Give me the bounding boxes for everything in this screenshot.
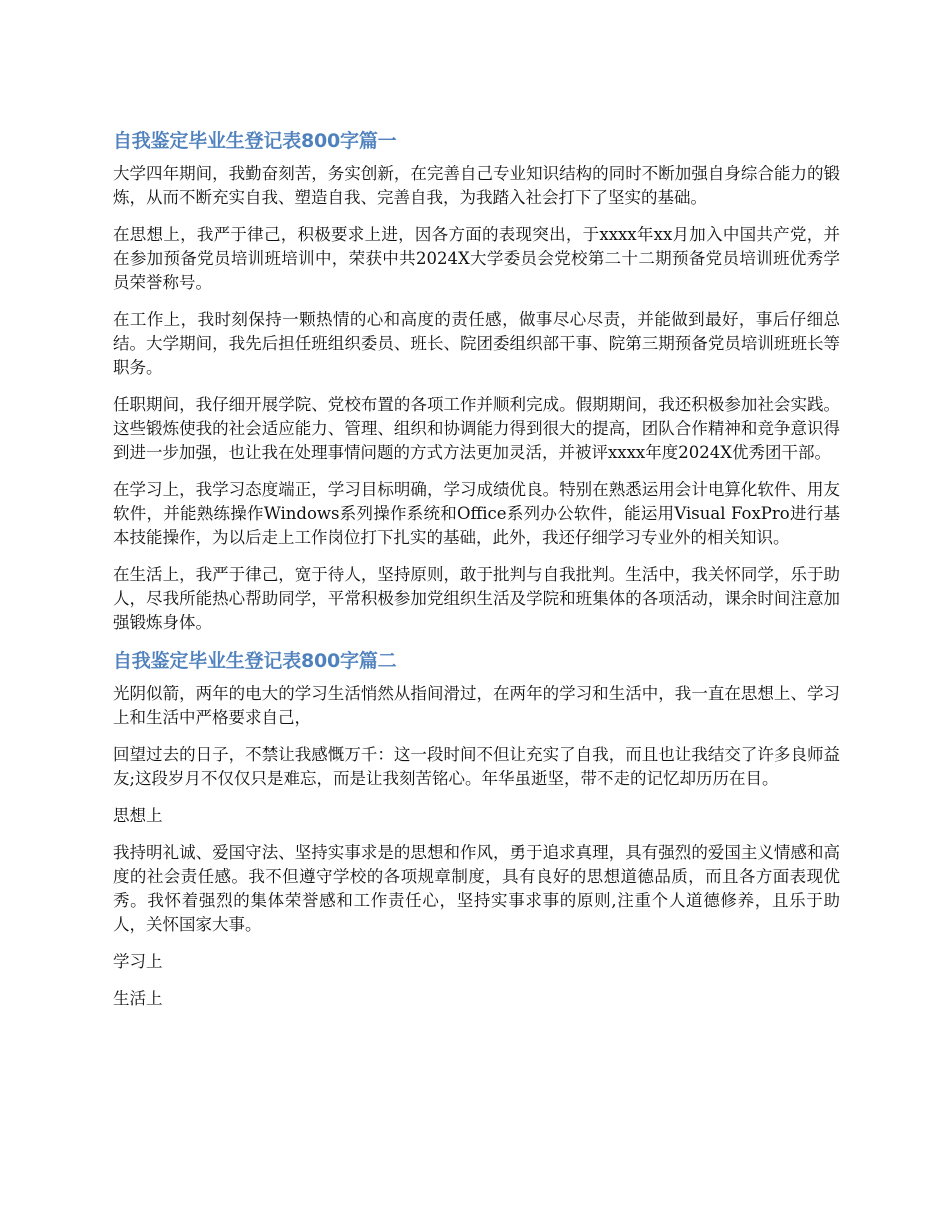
paragraph: 在思想上，我严于律己，积极要求上进，因各方面的表现突出，于xxxx年xx月加入中国共产党，并在参加预备党员培训班培训中，荣获中共2024X大学委员会党校第二十二期预备党员培训班优秀学员荣誉称号。	[113, 225, 840, 292]
paragraph: 任职期间，我仔细开展学院、党校布置的各项工作并顺利完成。假期期间，我还积极参加社会实践。这些锻炼使我的社会适应能力、管理、组织和协调能力得到很大的提高，团队合作精神和竞争意识得到进一步加强，也让我在处理事情问题的方式方法更加灵活，并被评xxxx年度2024X优秀团干部。	[113, 395, 840, 462]
section-two	[113, 648, 840, 1011]
section-heading: 自我鉴定毕业生登记表800字篇一	[113, 130, 397, 152]
section-heading: 自我鉴定毕业生登记表800字篇二	[113, 650, 397, 672]
section-one	[113, 128, 840, 635]
subheading-paragraph: 生活上	[113, 989, 163, 1008]
subheading-paragraph: 学习上	[113, 952, 163, 971]
paragraph: 大学四年期间，我勤奋刻苦，务实创新，在完善自己专业知识结构的同时不断加强自身综合能力的锻炼，从而不断充实自我、塑造自我、完善自我，为我踏入社会打下了坚实的基础。	[113, 164, 840, 207]
paragraph: 在工作上，我时刻保持一颗热情的心和高度的责任感，做事尽心尽责，并能做到最好，事后仔细总结。大学期间，我先后担任班组织委员、班长、院团委组织部干事、院第三期预备党员培训班班长等职务。	[113, 310, 840, 377]
paragraph: 在生活上，我严于律己，宽于待人，坚持原则，敢于批判与自我批判。生活中，我关怀同学，乐于助人，尽我所能热心帮助同学，平常积极参加党组织生活及学院和班集体的各项活动，课余时间注意加强锻炼身体。	[113, 565, 840, 632]
paragraph: 我持明礼诚、爱国守法、坚持实事求是的思想和作风，勇于追求真理，具有强烈的爱国主义情感和高度的社会责任感。我不但遵守学校的各项规章制度，具有良好的思想道德品质，而且各方面表现优秀。我怀着强烈的集体荣誉感和工作责任心，坚持实事求事的原则,注重个人道德修养，且乐于助人，关怀国家大事。	[113, 843, 840, 934]
paragraph: 在学习上，我学习态度端正，学习目标明确，学习成绩优良。特别在熟悉运用会计电算化软件、用友软件，并能熟练操作Windows系列操作系统和Office系列办公软件，能运用Visual FoxPro进行基本技能操作，为以后走上工作岗位打下扎实的基础，此外，我还仔细学习专业外的相关知识。	[113, 480, 840, 547]
paragraph: 回望过去的日子，不禁让我感慨万千：这一段时间不但让充实了自我，而且也让我结交了许多良师益友;这段岁月不仅仅只是难忘，而是让我刻苦铭心。年华虽逝坚，带不走的记忆却历历在目。	[113, 745, 840, 788]
subheading-paragraph: 思想上	[113, 806, 163, 825]
document-page	[113, 128, 840, 1024]
paragraph: 光阴似箭，两年的电大的学习生活悄然从指间滑过，在两年的学习和生活中，我一直在思想上、学习上和生活中严格要求自己，	[113, 684, 840, 727]
